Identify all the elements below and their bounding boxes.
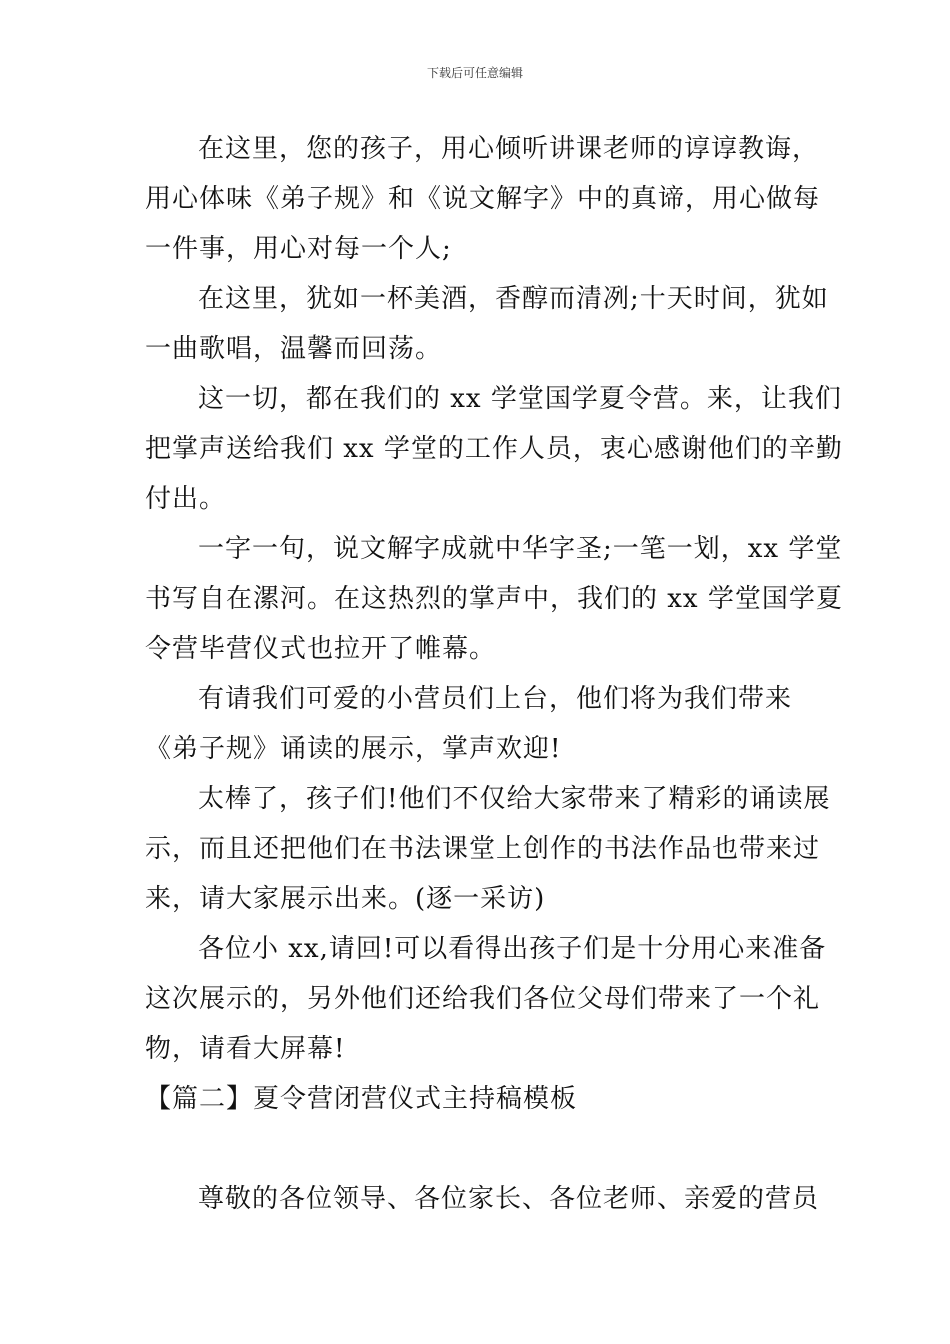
text-line: 一字一句，说文解字成就中华字圣;一笔一划，xx 学堂 [198, 534, 843, 564]
page-header: 下载后可任意编辑 [426, 66, 523, 80]
text-line: 这一切，都在我们的 xx 学堂国学夏令营。来，让我们 [198, 384, 842, 414]
text-line: 令营毕营仪式也拉开了帷幕。 [145, 634, 497, 664]
text-line: 各位小 xx,请回!可以看得出孩子们是十分用心来准备 [198, 934, 827, 964]
text-line: 在这里，犹如一杯美酒，香醇而清冽;十天时间，犹如 [198, 284, 829, 314]
text-line: 书写自在漯河。在这热烈的掌声中，我们的 xx 学堂国学夏 [145, 584, 843, 614]
section-heading: 【篇二】夏令营闭营仪式主持稿模板 [145, 1084, 578, 1114]
text-line: 用心体味《弟子规》和《说文解字》中的真谛，用心做每 [145, 184, 821, 214]
text-line: 太棒了，孩子们!他们不仅给大家带来了精彩的诵读展 [198, 784, 831, 814]
text-line: 一曲歌唱，温馨而回荡。 [145, 334, 443, 364]
text-line: 示，而且还把他们在书法课堂上创作的书法作品也带来过 [145, 834, 821, 864]
text-line: 付出。 [145, 484, 227, 514]
text-line: 来，请大家展示出来。(逐一采访) [145, 884, 546, 914]
text-line: 物，请看大屏幕! [145, 1034, 346, 1064]
text-line: 这次展示的，另外他们还给我们各位父母们带来了一个礼 [145, 984, 821, 1014]
text-line: 有请我们可爱的小营员们上台，他们将为我们带来 [198, 684, 793, 714]
text-line: 把掌声送给我们 xx 学堂的工作人员，衷心感谢他们的辛勤 [145, 434, 843, 464]
text-line: 一件事，用心对每一个人; [145, 234, 452, 264]
text-line: 在这里，您的孩子，用心倾听讲课老师的谆谆教诲， [198, 134, 820, 164]
text-line: 《弟子规》诵读的展示，掌声欢迎! [145, 734, 562, 764]
text-line: 尊敬的各位领导、各位家长、各位老师、亲爱的营员 [198, 1184, 820, 1214]
